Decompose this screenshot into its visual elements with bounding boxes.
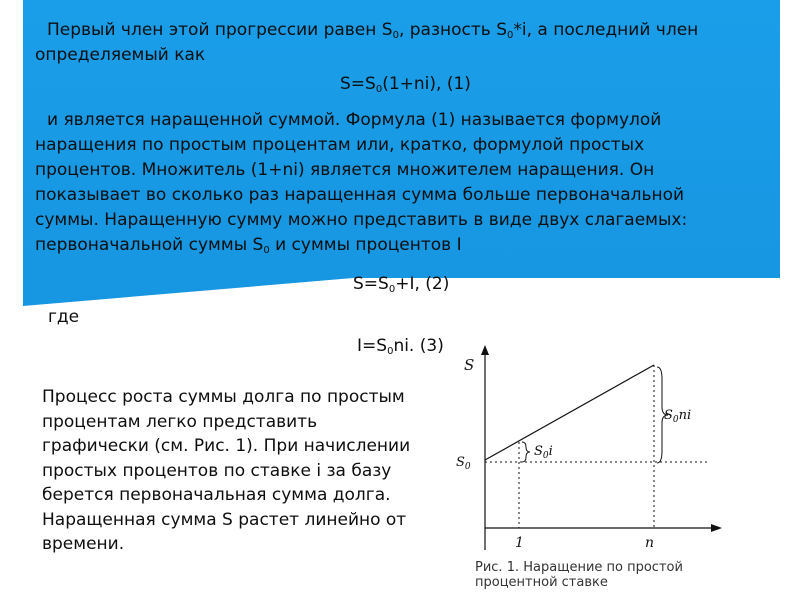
intro-line-2: определяемый как [35, 45, 206, 65]
para-line-2: наращения по простым процентам или, кратко, формулой простых [35, 135, 645, 155]
y-axis-label: S [464, 356, 475, 374]
lower-line-3: графически (см. Рис. 1). При начислении [42, 436, 411, 456]
formula-1: $S=S_0(1+ni)$, (1) [340, 74, 471, 95]
para-line-4: показывает во сколько раз наращенная сумма больше первоначальной [35, 185, 685, 205]
para-line-5: суммы. Наращенную сумму можно представить в виде двух слагаемых: [35, 210, 688, 230]
x-tick-label-1: 1 [515, 535, 524, 551]
formula-2: $S=S_0+I$, (2) [353, 274, 450, 295]
caption-line-2: процентной ставке [475, 575, 608, 590]
intro-line-1: Первый член этой прогрессии равен $S_0$, разность $S_0*i$, а последний член [47, 20, 699, 41]
brace-small-label: $S_0i$ [534, 444, 553, 461]
lower-paragraph [42, 385, 442, 557]
lower-line-6: Наращенная сумма S растет линейно от [42, 509, 407, 530]
growth-diagram [452, 345, 722, 555]
lower-line-1: Процесс роста суммы долга по простым [42, 387, 405, 407]
figure-caption [475, 560, 683, 590]
where-label: где [48, 307, 80, 327]
lower-line-2: процентам легко представить [42, 411, 318, 432]
lower-line-7: времени. [42, 534, 125, 554]
x-axis-arrow [711, 524, 722, 532]
lower-line-5: берется первоначальная сумма долга. [42, 485, 391, 505]
caption-line-1: Рис. 1. Наращение по простой [475, 560, 683, 575]
y-axis-arrow [481, 345, 489, 355]
brace-small [522, 442, 530, 462]
para-line-1: и является наращенной суммой. Формула (1) называется формулой [47, 110, 662, 130]
formula-3: $I=S_0ni$. (3) [357, 336, 444, 357]
lower-line-4: простых процентов по ставке i за базу [42, 460, 392, 481]
para-line-6: первоначальной суммы $S_0$ и суммы процентов I [35, 235, 462, 256]
brace-big-label: $S_0ni$ [664, 408, 692, 425]
s0-axis-label: $S_0$ [456, 455, 471, 472]
growth-line [485, 365, 654, 460]
para-line-3: процентов. Множитель (1+ni) является множителем наращения. Он [35, 160, 655, 180]
x-tick-label-n: n [645, 535, 655, 551]
panel-triangle-decoration [23, 278, 353, 306]
